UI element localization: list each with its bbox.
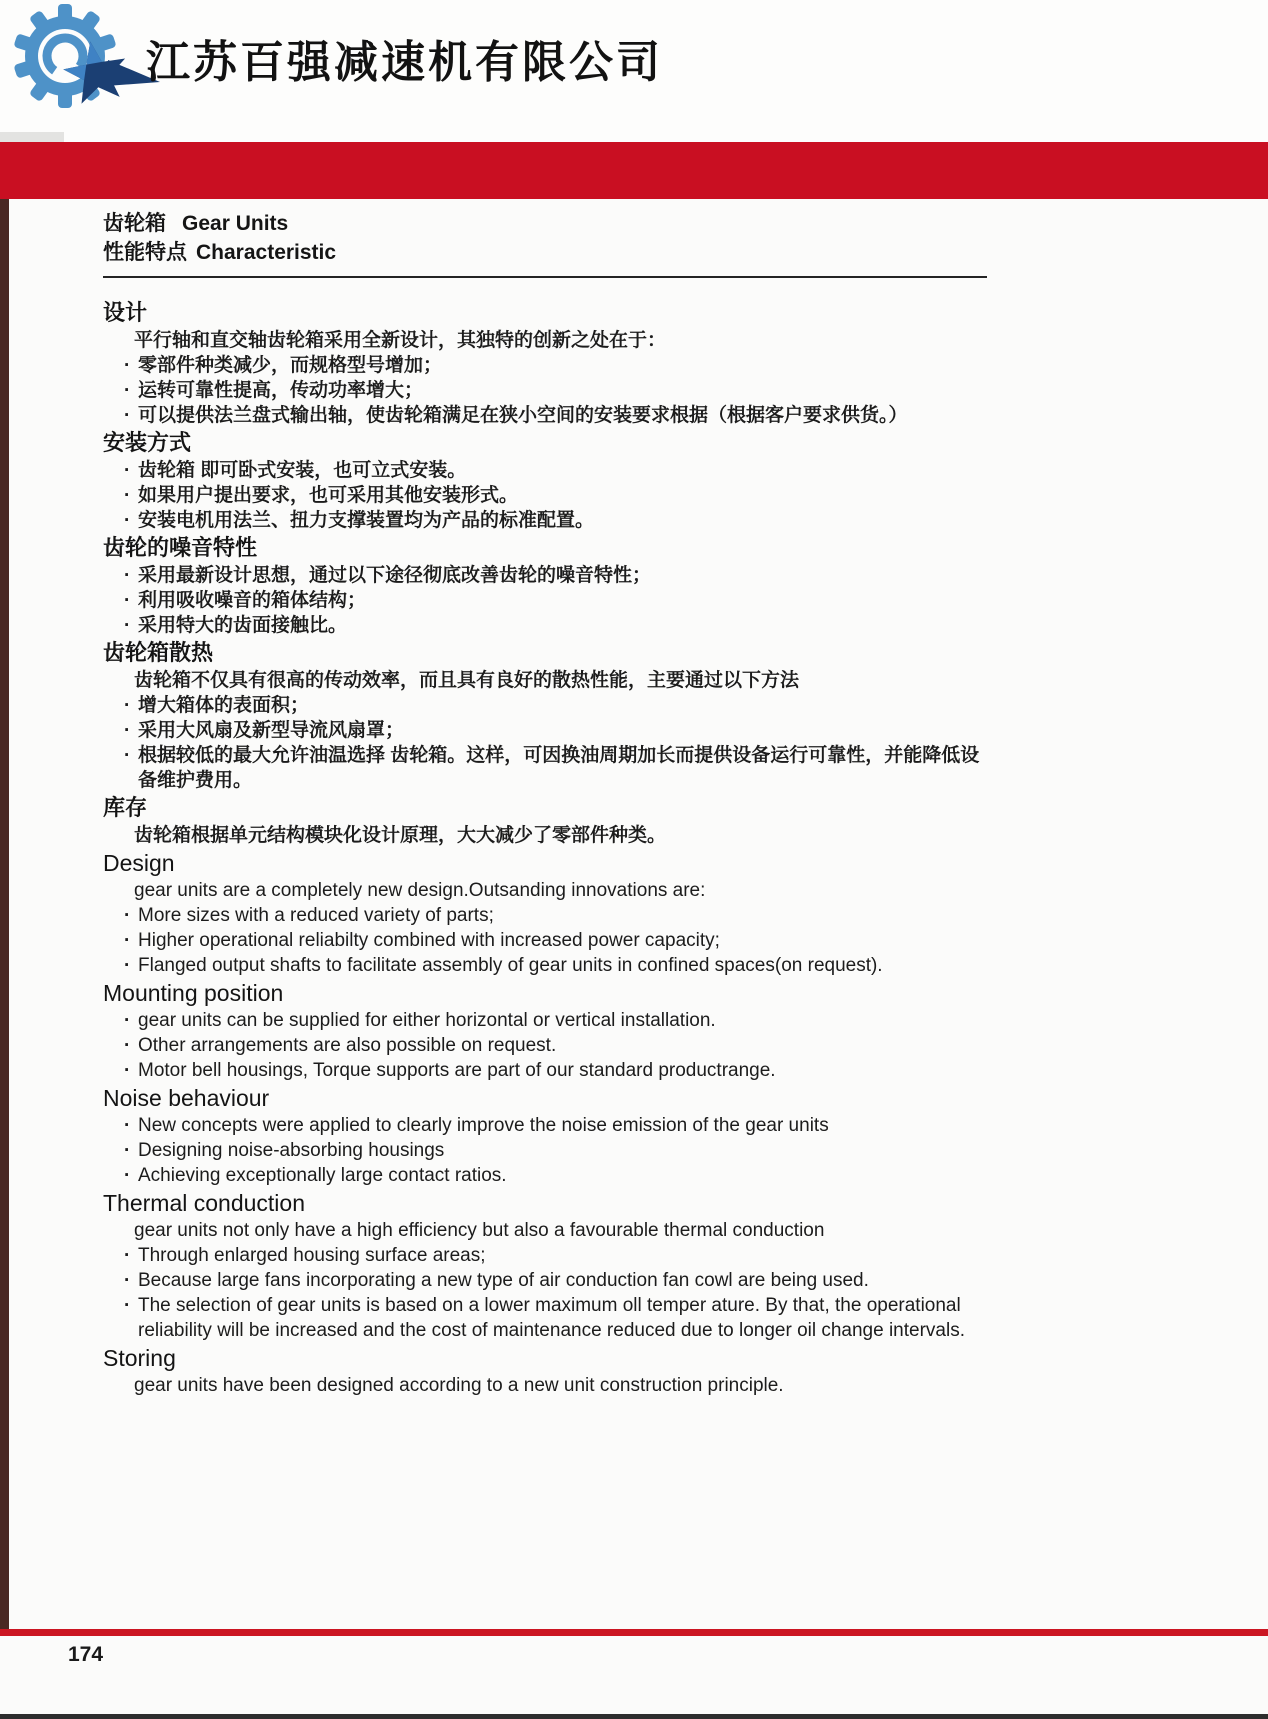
document-title	[103, 199, 1188, 278]
bullet-dot-icon: ·	[124, 745, 131, 766]
bullet-text: 可以提供法兰盘式输出轴，使齿轮箱满足在狭小空间的安装要求根据（根据客户要求供货。）	[138, 405, 908, 426]
bullet-item	[103, 403, 1188, 428]
section-intro: 齿轮箱不仅具有很高的传动效率，而且具有良好的散热性能，主要通过以下方法	[134, 670, 800, 691]
section-mounting-zh	[103, 430, 1188, 533]
bullet-item	[103, 1138, 1188, 1163]
company-logo-icon	[8, 2, 168, 120]
bullet-item	[103, 563, 1188, 588]
bullet-text: Higher operational reliabilty combined with increased power capacity;	[138, 930, 720, 951]
bullet-item	[103, 718, 1188, 743]
left-accent-bar	[0, 199, 9, 1629]
bullet-dot-icon: ·	[124, 1060, 131, 1081]
bullet-item	[103, 953, 1188, 978]
section-intro: gear units have been designed according to a new unit construction principle.	[134, 1375, 784, 1396]
bullet-item	[103, 458, 1188, 483]
company-name: 江苏百强减速机有限公司	[146, 37, 663, 88]
bullet-text: 利用吸收噪音的箱体结构；	[138, 590, 367, 611]
bullet-text: 根据较低的最大允许油温选择 齿轮箱。这样，可因换油周期加长而提供设备运行可靠性，并能降低设	[138, 745, 980, 766]
bullet-item	[103, 508, 1188, 533]
section-noise-en	[103, 1085, 1188, 1188]
section-design-en	[103, 850, 1188, 978]
title-zh: 齿轮箱	[103, 212, 166, 235]
bullet-text: Achieving exceptionally large contact ratios.	[138, 1165, 507, 1186]
bullet-text: 采用特大的齿面接触比。	[138, 615, 348, 636]
page-header	[0, 0, 1268, 142]
bullet-item	[103, 613, 1188, 638]
bullet-text: More sizes with a reduced variety of parts;	[138, 905, 494, 926]
section-heading: 设计	[103, 300, 148, 325]
bullet-dot-icon: ·	[124, 1115, 131, 1136]
bullet-item	[103, 693, 1188, 718]
bullet-text: Because large fans incorporating a new type of air conduction fan cowl are being used.	[138, 1270, 869, 1291]
section-storing-zh	[103, 795, 1188, 848]
section-design-zh	[103, 300, 1188, 428]
bullet-dot-icon: ·	[124, 1140, 131, 1161]
bullet-dot-icon: ·	[124, 510, 131, 531]
bullet-dot-icon: ·	[124, 905, 131, 926]
scan-artifact	[0, 132, 64, 142]
title-en: Gear Units	[182, 212, 289, 235]
bullet-dot-icon: ·	[124, 590, 131, 611]
bullet-dot-icon: ·	[124, 695, 131, 716]
bullet-dot-icon: ·	[124, 930, 131, 951]
section-intro: gear units are a completely new design.Outsanding innovations are:	[134, 880, 706, 901]
bullet-dot-icon: ·	[124, 1270, 131, 1291]
bullet-item	[103, 378, 1188, 403]
bullet-item	[103, 1113, 1188, 1138]
section-heading: 齿轮的噪音特性	[103, 535, 258, 560]
bullet-dot-icon: ·	[124, 1165, 131, 1186]
bullet-dot-icon: ·	[124, 1245, 131, 1266]
section-heading: 库存	[103, 795, 148, 820]
bullet-item	[103, 1058, 1188, 1083]
page-number: 174	[68, 1643, 104, 1666]
bullet-item	[103, 1163, 1188, 1188]
footer-red-line	[0, 1629, 1268, 1636]
section-noise-zh	[103, 535, 1188, 638]
bullet-text: 增大箱体的表面积；	[138, 695, 310, 716]
bullet-continuation: 备维护费用。	[138, 770, 253, 791]
subtitle-zh: 性能特点	[103, 241, 187, 264]
bullet-item	[103, 1243, 1188, 1268]
bullet-text: Flanged output shafts to facilitate assembly of gear units in confined spaces(on request).	[138, 955, 883, 976]
bullet-text: 齿轮箱 即可卧式安装，也可立式安装。	[138, 460, 467, 481]
bullet-text: New concepts were applied to clearly improve the noise emission of the gear units	[138, 1115, 829, 1136]
bullet-dot-icon: ·	[124, 1035, 131, 1056]
bullet-item	[103, 483, 1188, 508]
section-heading: Noise behaviour	[103, 1085, 270, 1111]
subtitle-en: Characteristic	[196, 241, 337, 264]
bullet-dot-icon: ·	[124, 720, 131, 741]
bullet-item	[103, 903, 1188, 928]
bullet-dot-icon: ·	[124, 380, 131, 401]
page-bottom-edge	[0, 1714, 1268, 1719]
bullet-dot-icon: ·	[124, 955, 131, 976]
bullet-item	[103, 588, 1188, 613]
bullet-text: 运转可靠性提高，传动功率增大；	[138, 380, 424, 401]
section-thermal-zh	[103, 640, 1188, 793]
sections-container	[103, 300, 1188, 1398]
bullet-item	[103, 743, 1188, 768]
section-heading: Storing	[103, 1345, 176, 1371]
bullet-text: 如果用户提出要求，也可采用其他安装形式。	[138, 485, 519, 506]
bullet-dot-icon: ·	[124, 565, 131, 586]
bullet-item	[103, 1008, 1188, 1033]
section-heading: 齿轮箱散热	[103, 640, 214, 665]
bullet-text: Designing noise-absorbing housings	[138, 1140, 445, 1161]
bullet-text: The selection of gear units is based on a lower maximum oll temper ature. By that, the operational	[138, 1295, 961, 1316]
bullet-text: 安装电机用法兰、扭力支撑装置均为产品的标准配置。	[138, 510, 595, 531]
bullet-item	[103, 1033, 1188, 1058]
bullet-item	[103, 1293, 1188, 1318]
section-intro: gear units not only have a high efficiency but also a favourable thermal conduction	[134, 1220, 825, 1241]
title-line-characteristic	[103, 238, 1188, 267]
document-content	[103, 199, 1188, 1398]
section-heading: Design	[103, 850, 175, 876]
gear-icon	[13, 4, 116, 108]
section-storing-en	[103, 1345, 1188, 1398]
section-heading: 安装方式	[103, 430, 192, 455]
section-heading: Thermal conduction	[103, 1190, 305, 1216]
title-line-gear-units	[103, 209, 1188, 238]
bullet-item	[103, 928, 1188, 953]
bullet-item	[103, 353, 1188, 378]
bullet-text: Other arrangements are also possible on request.	[138, 1035, 557, 1056]
bullet-dot-icon: ·	[124, 485, 131, 506]
bullet-item	[103, 1268, 1188, 1293]
bullet-text: 采用最新设计思想，通过以下途径彻底改善齿轮的噪音特性；	[138, 565, 652, 586]
bullet-dot-icon: ·	[124, 1295, 131, 1316]
bullet-text: gear units can be supplied for either horizontal or vertical installation.	[138, 1010, 716, 1031]
bullet-dot-icon: ·	[124, 405, 131, 426]
bullet-dot-icon: ·	[124, 460, 131, 481]
bullet-text: Through enlarged housing surface areas;	[138, 1245, 486, 1266]
header-red-band	[0, 142, 1268, 199]
bullet-dot-icon: ·	[124, 1010, 131, 1031]
section-intro: 齿轮箱根据单元结构模块化设计原理，大大减少了零部件种类。	[134, 825, 667, 846]
title-rule	[103, 276, 987, 278]
bullet-text: Motor bell housings, Torque supports are part of our standard productrange.	[138, 1060, 776, 1081]
bullet-dot-icon: ·	[124, 355, 131, 376]
bullet-continuation: reliability will be increased and the cost of maintenance reduced due to longer oil change intervals.	[138, 1320, 965, 1341]
bullet-text: 采用大风扇及新型导流风扇罩；	[138, 720, 405, 741]
section-thermal-en	[103, 1190, 1188, 1343]
section-intro: 平行轴和直交轴齿轮箱采用全新设计，其独特的创新之处在于：	[134, 330, 667, 351]
bullet-dot-icon: ·	[124, 615, 131, 636]
section-mounting-en	[103, 980, 1188, 1083]
bullet-text: 零部件种类减少，而规格型号增加；	[138, 355, 443, 376]
section-heading: Mounting position	[103, 980, 284, 1006]
